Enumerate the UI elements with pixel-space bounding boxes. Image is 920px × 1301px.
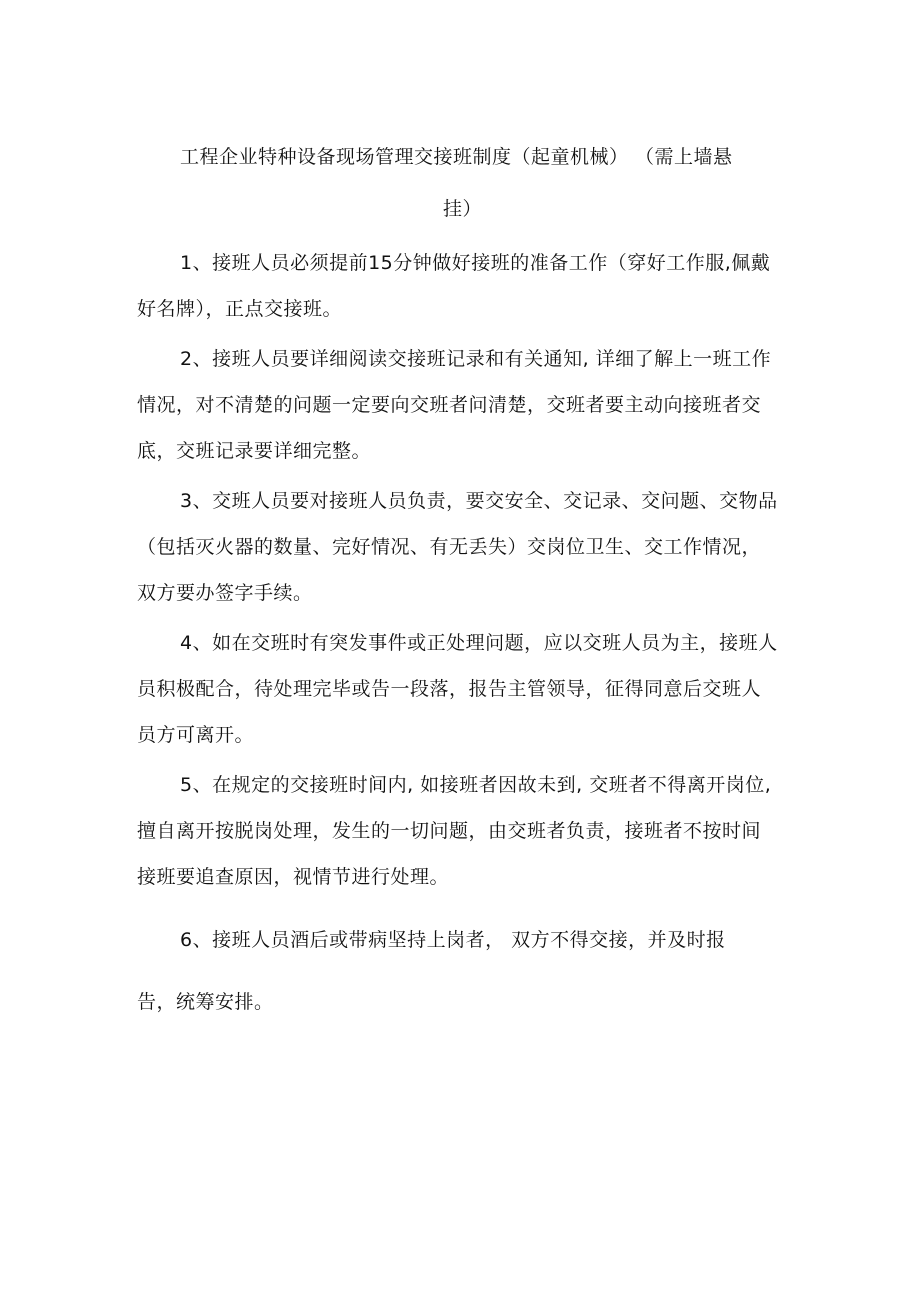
item-1-line-2: 好名牌），正点交接班。 xyxy=(137,298,343,320)
item-3-line-2: （包括灭火器的数量、完好情况、有无丢失）交岗位卫生、交工作情况， xyxy=(137,536,762,558)
item-5-line-2: 擅自离开按脱岗处理，发生的一切问题，由交班者负责，接班者不按时间 xyxy=(137,820,762,842)
item-3-line-1: 3、交班人员要对接班人员负责，要交安全、交记录、交问题、交物品 xyxy=(180,490,778,512)
document-title-line-1: 工程企业特种设备现场管理交接班制度（起童机械） （需上墙悬 xyxy=(180,146,733,168)
item-4-line-2: 员积极配合，待处理完毕或告一段落，报告主管领导，征得同意后交班人 xyxy=(137,678,762,700)
item-4-line-1: 4、如在交班时有突发事件或正处理问题，应以交班人员为主，接班人 xyxy=(180,632,778,654)
item-2-line-1: 2、接班人员要详细阅读交接班记录和有关通知, 详细了解上一班工作 xyxy=(180,348,772,370)
item-6-line-2: 告，统筹安排。 xyxy=(137,991,274,1013)
item-6-line-1: 6、接班人员酒后或带病坚持上岗者， 双方不得交接，并及时报 xyxy=(180,929,726,951)
item-3-line-3: 双方要办签字手续。 xyxy=(137,582,313,604)
item-1-line-1: 1、接班人员必须提前15分钟做好接班的准备工作（穿好工作服,佩戴 xyxy=(180,252,771,274)
item-2-line-3: 底，交班记录要详细完整。 xyxy=(137,440,372,462)
document-title-line-2: 挂） xyxy=(443,198,483,220)
item-5-line-3: 接班要追查原因，视情节进行处理。 xyxy=(137,866,450,888)
item-5-line-1: 5、在规定的交接班时间内, 如接班者因故未到, 交班者不得离开岗位, xyxy=(180,774,772,796)
item-2-line-2: 情况，对不清楚的问题一定要向交班者问清楚，交班者要主动向接班者交 xyxy=(137,394,762,416)
item-4-line-3: 员方可离开。 xyxy=(137,724,255,746)
